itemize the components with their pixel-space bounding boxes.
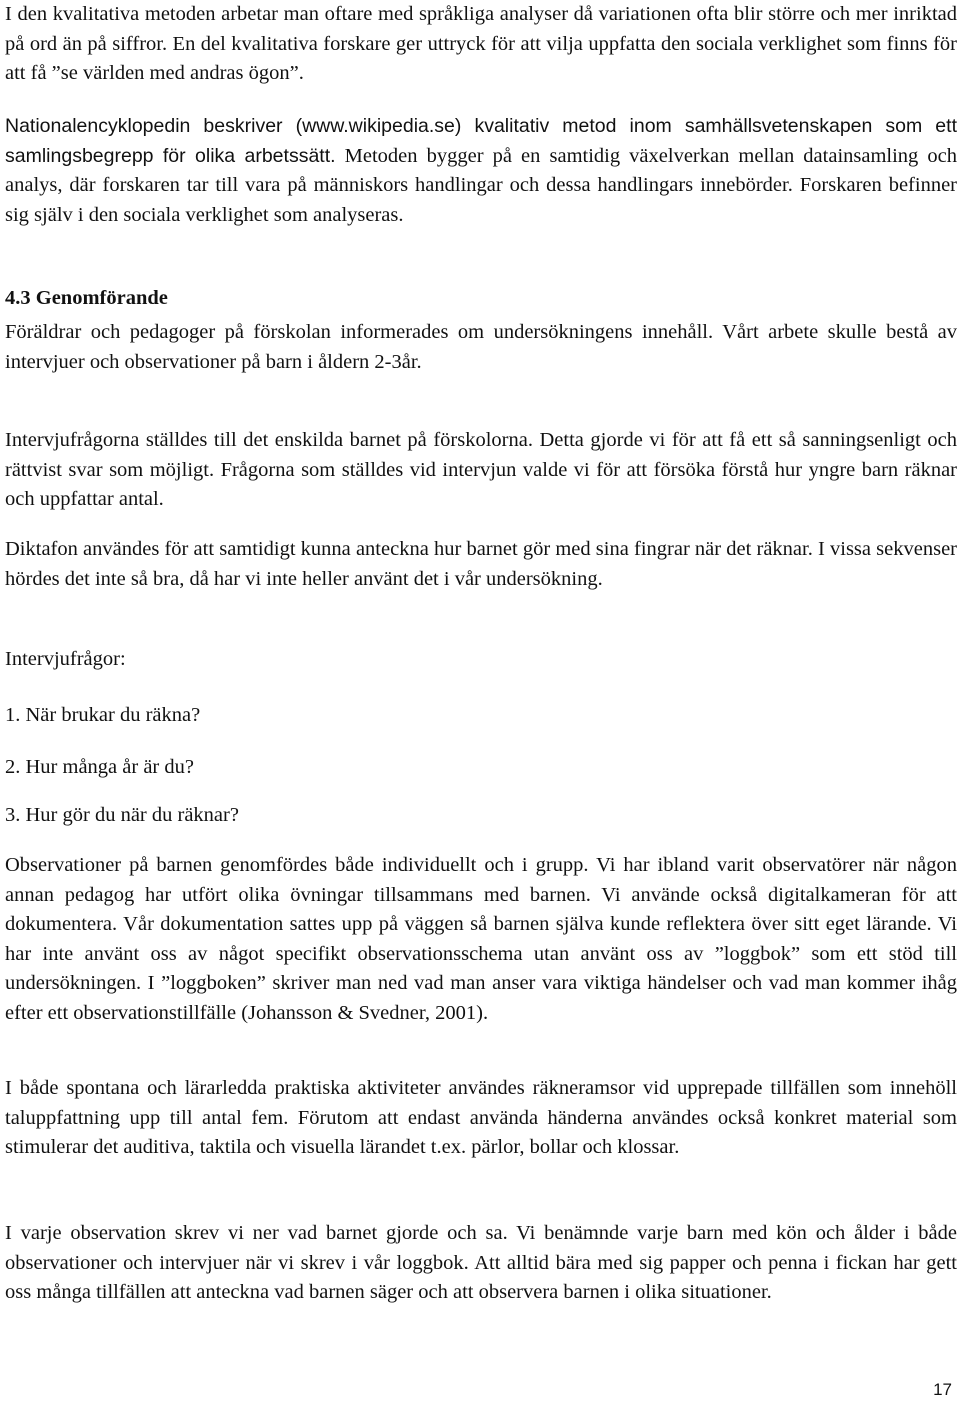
paragraph-information: Föräldrar och pedagoger på förskolan informerades om undersökningens innehåll. Vårt arbete skulle bestå av intervjuer och observationer på barn i åldern 2-3år. xyxy=(5,321,957,373)
questions-label: Intervjufrågor: xyxy=(5,648,126,670)
paragraph-encyclopedia xyxy=(5,112,957,230)
method-description: Metoden bygger på en samtidig växelverkan mellan datainsamling och analys, där forskaren tar till vara på människors handlingar och dessa handlingars innebörder. Forskaren befinner sig själv i den sociala verklighet som analyseras. xyxy=(5,144,957,226)
question-1: 1. När brukar du räkna? xyxy=(5,704,201,726)
section-heading: 4.3 Genomförande xyxy=(5,287,168,309)
paragraph-dictaphone: Diktafon användes för att samtidigt kunna anteckna hur barnet gör med sina fingrar när det räknar. I vissa sekvenser hördes det inte så bra, då har vi inte heller använt det i vår undersökning. xyxy=(5,538,957,590)
encyclopedia-sentence: Nationalencyklopedin beskriver (www.wikipedia.se) kvalitativ metod inom samhällsvetenskapen som ett samlingsbegrepp för olika arbetssätt. xyxy=(5,115,957,167)
paragraph-interview-questions: Intervjufrågorna ställdes till det enskilda barnet på förskolorna. Detta gjorde vi för att få ett så sanningsenligt och rättvist svar som möjligt. Frågorna som ställdes vid intervjun valde vi för att försöka förstå hur yngre barn räknar och uppfattar antal. xyxy=(5,429,957,510)
paragraph-logbook: I varje observation skrev vi ner vad barnet gjorde och sa. Vi benämnde varje barn med kön och ålder i både observationer och intervjuer när vi skrev i vår loggbok. Att alltid bära med sig papper och penna i fickan har gett oss många tillfällen att anteckna vad barnen säger och att observera barnen i olika situationer. xyxy=(5,1222,957,1303)
question-3: 3. Hur gör du när du räknar? xyxy=(5,804,239,826)
page-number: 17 xyxy=(933,1380,952,1399)
paragraph-activities: I både spontana och lärarledda praktiska aktiviteter användes räkneramsor vid upprepade tillfällen som innehöll taluppfattning upp till antal fem. Förutom att endast använda händerna användes också konkret material som stimulerar det auditiva, taktila och visuella lärandet t.ex. pärlor, bollar och klossar. xyxy=(5,1077,957,1158)
paragraph-qualitative-method: I den kvalitativa metoden arbetar man oftare med språkliga analyser då variationen ofta blir större och mer inriktad på ord än på siffror. En del kvalitativa forskare ger uttryck för att vilja uppfatta den sociala verklighet som finns för att få ”se världen med andras ögon”. xyxy=(5,3,957,84)
question-2: 2. Hur många år är du? xyxy=(5,756,194,778)
paragraph-observations: Observationer på barnen genomfördes både individuellt och i grupp. Vi har ibland varit observatörer när någon annan pedagog har utfört olika övningar tillsammans med barnen. Vi använde också digitalkameran för att dokumentera. Vår dokumentation sattes upp på väggen så barnen själva kunde reflektera över sitt eget lärande. Vi har inte använt oss av något specifikt observationsschema utan använt oss av ”loggbok” som ett stöd till undersökningen. I ”loggboken” skriver man ned vad man anser vara viktiga händelser och vad man kommer ihåg efter ett observationstillfälle (Johansson & Svedner, 2001). xyxy=(5,854,957,1024)
